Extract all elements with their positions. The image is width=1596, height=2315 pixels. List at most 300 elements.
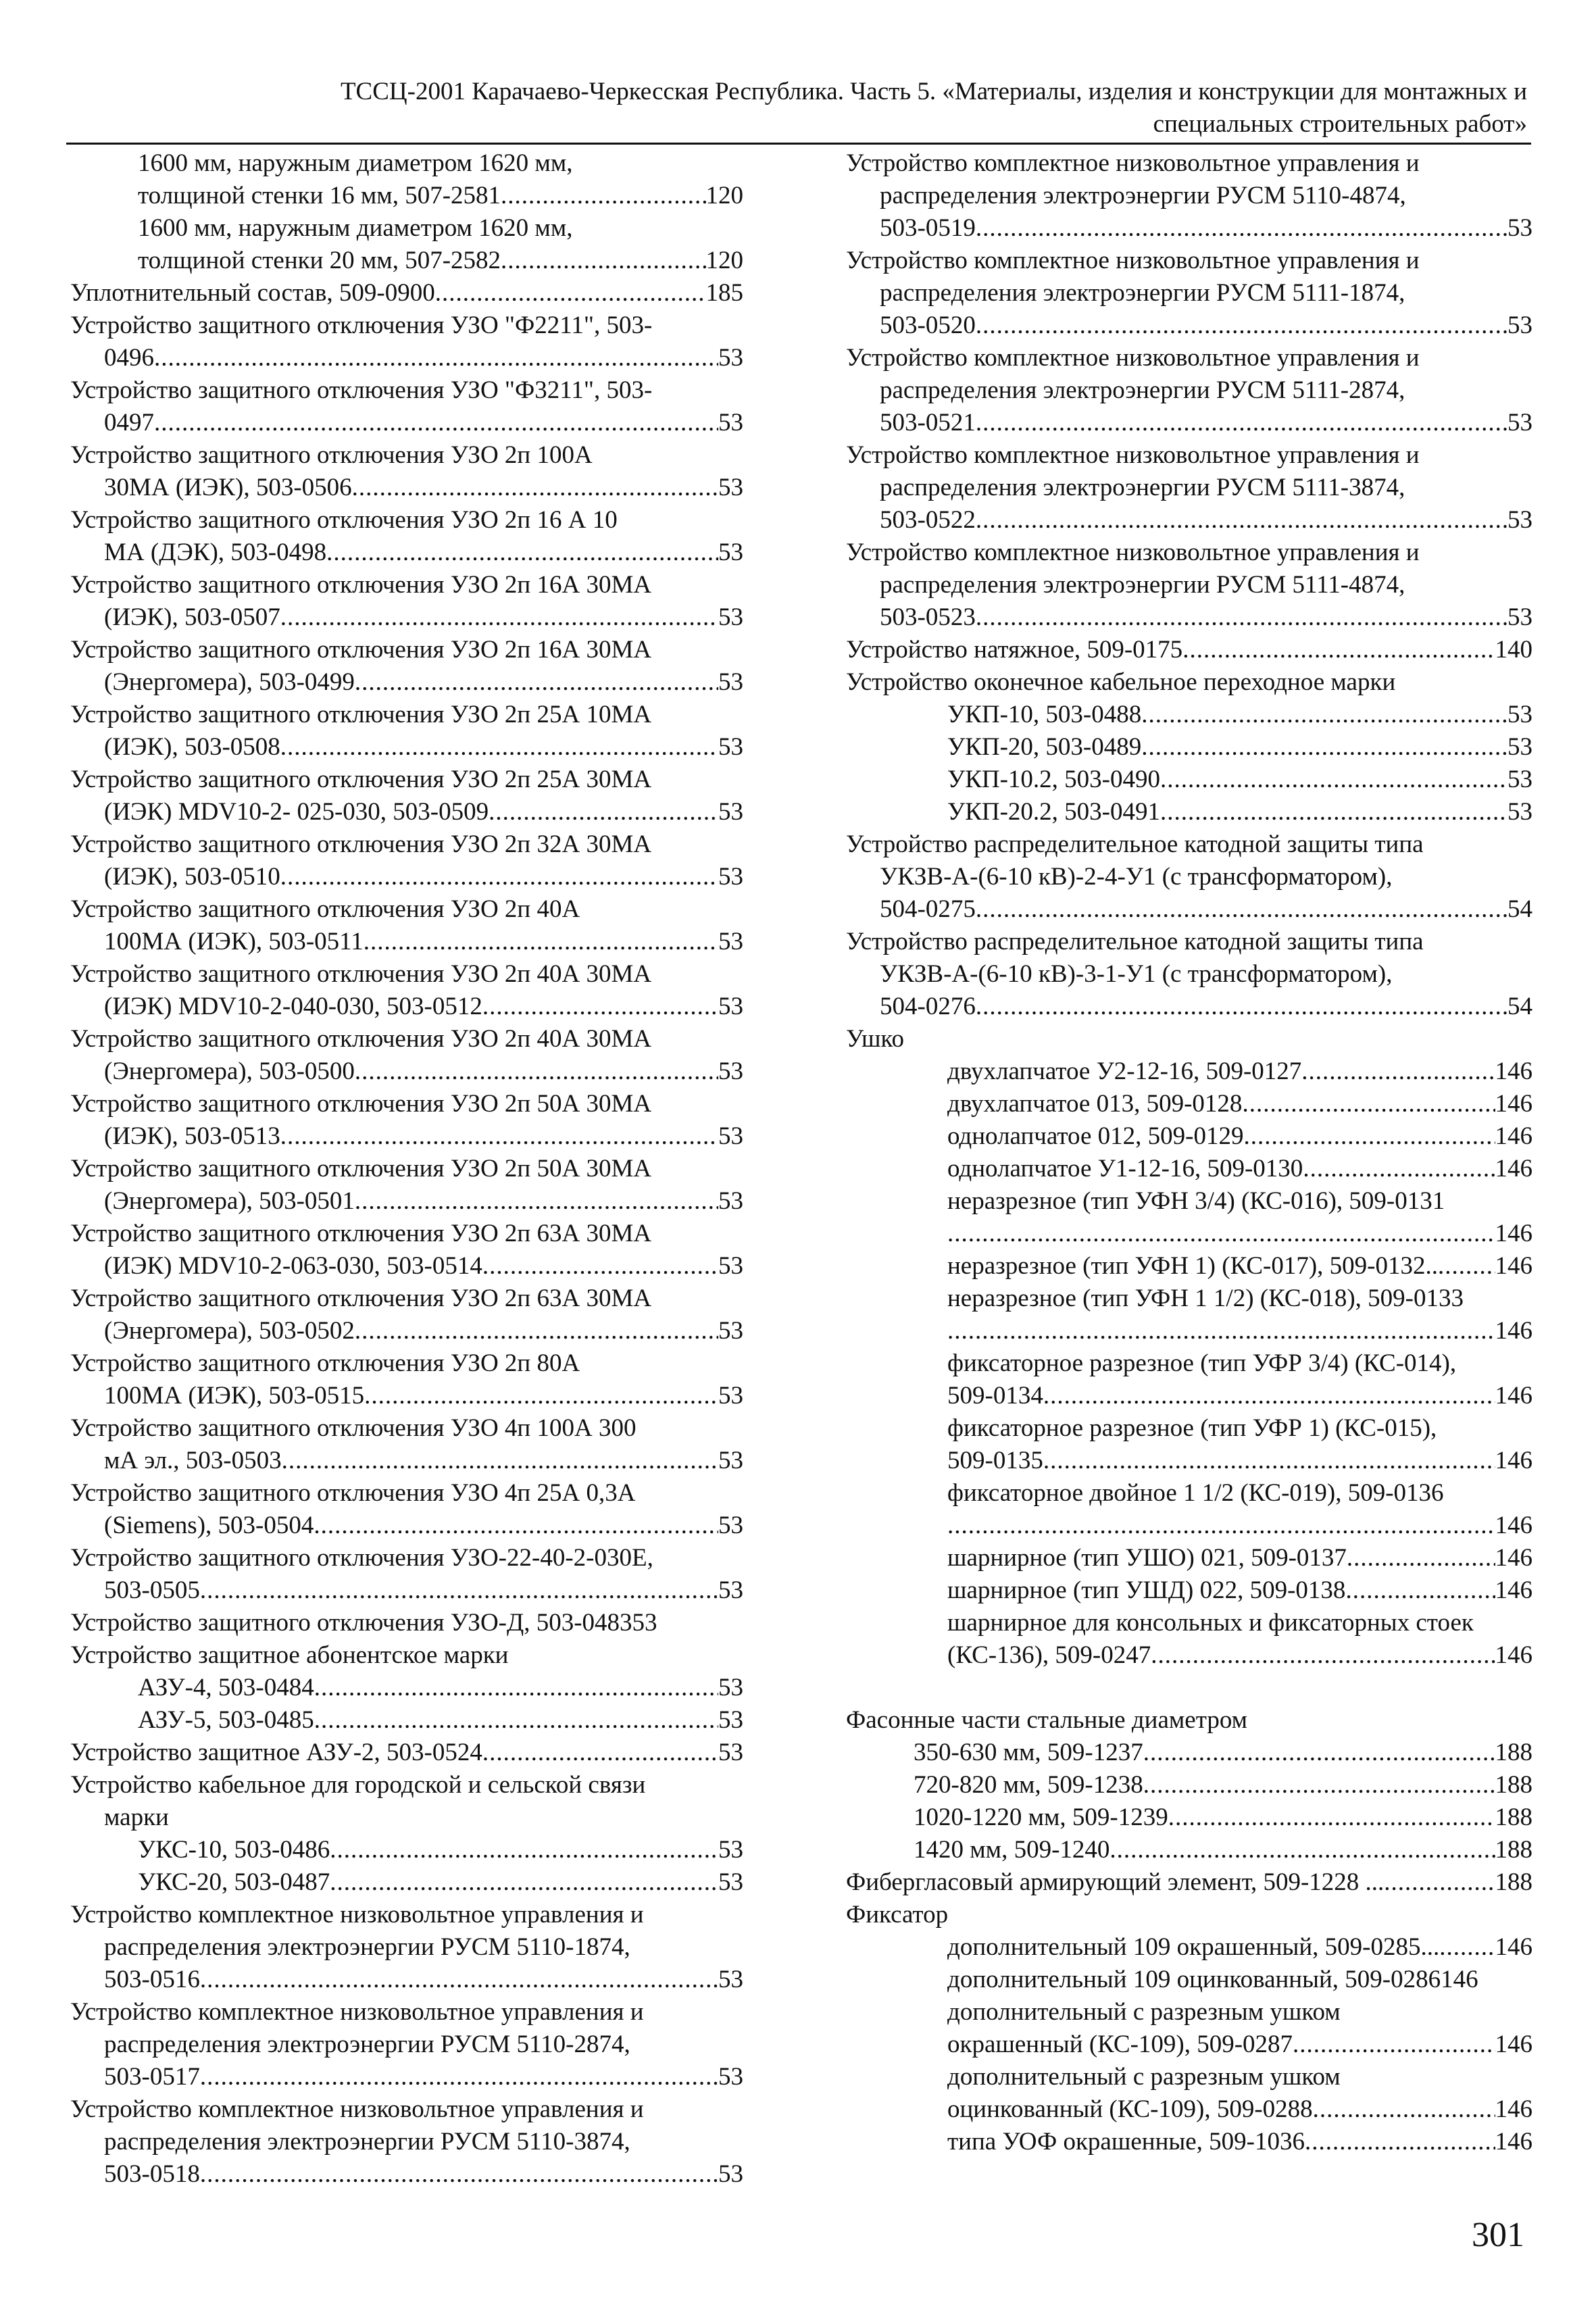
entry-text-line: Устройство защитного отключения УЗО 2п 50А 30МА: [70, 1090, 652, 1118]
leader-dots: [1141, 699, 1507, 731]
entry-text-line: фиксаторное разрезное (тип УФР 3/4) (КС-014),: [947, 1349, 1457, 1377]
leader-dots: [1109, 1834, 1495, 1866]
entry-last-line: [104, 2158, 743, 2191]
entry-page-ref: 120: [705, 182, 743, 209]
entry-text: (Энергомера), 503-0502: [104, 1317, 355, 1345]
index-entry: [846, 439, 1532, 537]
leader-dots: [947, 1218, 1495, 1250]
entry-last-line: [947, 731, 1532, 764]
entry-text-line: дополнительный с разрезным ушком: [947, 2063, 1341, 2091]
index-entry: [846, 342, 1532, 439]
entry-last-line: [880, 601, 1532, 634]
entry-text: шарнирное (тип УШО) 021, 509-0137: [947, 1544, 1347, 1572]
entry-page-ref: 53: [718, 1706, 743, 1734]
leader-dots: [1242, 1088, 1495, 1120]
entry-last-line: [104, 1964, 743, 1996]
leader-dots: [280, 1120, 718, 1153]
index-entry: [846, 699, 1532, 731]
entry-text-line: распределения электроэнергии РУСМ 5111-3874,: [880, 474, 1405, 501]
entry-page-ref: 146: [1495, 1544, 1532, 1572]
entry-text-line: Устройство защитного отключения УЗО 2п 16А 30МА: [70, 571, 652, 599]
entry-text-line: неразрезное (тип УФН 1 1/2) (КС-018), 509-0133: [947, 1285, 1464, 1312]
entry-page-ref: 188: [1495, 1868, 1532, 1896]
section-gap: [846, 1672, 1532, 1704]
index-entry: [70, 2093, 743, 2191]
index-entry: [70, 1153, 743, 1218]
index-entry: [70, 1088, 743, 1153]
entry-text: 100МА (ИЭК), 503-0511: [104, 928, 364, 955]
entry-text: (ИЭК), 503-0507: [104, 603, 280, 631]
leader-dots: [1182, 634, 1495, 666]
entry-text: УКП-10.2, 503-0490: [947, 766, 1160, 793]
entry-page-ref: 146: [1495, 1090, 1532, 1118]
leader-dots: [1043, 1445, 1495, 1477]
index-entry: [846, 731, 1532, 764]
entry-text: 720-820 мм, 509-1238: [914, 1771, 1143, 1799]
entry-text: (ИЭК), 503-0510: [104, 863, 280, 891]
leader-dots: [355, 1315, 718, 1347]
entry-page-ref: 53: [1507, 733, 1532, 761]
leader-dots: [976, 991, 1507, 1023]
entry-page-ref: 53: [718, 798, 743, 826]
leader-dots: [355, 666, 718, 699]
entry-text-line: дополнительный 109 оцинкованный, 509-0286146: [947, 1966, 1478, 1993]
entry-text: Устройство защитное АЗУ-2, 503-0524: [70, 1739, 482, 1766]
entry-last-line: [880, 991, 1532, 1023]
header-line-2: специальных строительных работ»: [1153, 110, 1527, 138]
leader-dots: [1347, 1542, 1495, 1574]
entry-text: 503-0521: [880, 409, 976, 437]
entry-text-line: Устройство защитного отключения УЗО 4п 100А 300: [70, 1414, 637, 1442]
entry-page-ref: 188: [1495, 1739, 1532, 1766]
leader-dots: [1345, 1574, 1495, 1607]
index-entry: [846, 1996, 1532, 2061]
leader-dots: [352, 472, 718, 504]
leader-dots: [330, 1866, 718, 1899]
entry-text: 503-0516: [104, 1966, 200, 1993]
entry-text-line: Устройство защитного отключения УЗО 2п 16А 30МА: [70, 636, 652, 664]
entry-text: окрашенный (КС-109), 509-0287: [947, 2031, 1293, 2058]
leader-dots: [482, 991, 718, 1023]
entry-page-ref: 146: [1495, 1641, 1532, 1669]
index-entry: [70, 764, 743, 828]
entry-last-line: [947, 1218, 1532, 1250]
entry-text-line: Устройство защитного отключения УЗО 2п 50А 30МА: [70, 1155, 652, 1183]
index-entry: [846, 1737, 1532, 1769]
index-entry: [70, 504, 743, 569]
entry-last-line: [70, 1737, 743, 1769]
entry-last-line: [880, 309, 1532, 342]
leader-dots: [501, 180, 705, 212]
entry-text-line: распределения электроэнергии РУСМ 5110-3874,: [104, 2128, 630, 2156]
entry-text-line: распределения электроэнергии РУСМ 5111-4874,: [880, 571, 1405, 599]
entry-last-line: [914, 1834, 1532, 1866]
entry-text: АЗУ-4, 503-0484: [138, 1674, 314, 1701]
leader-dots: [976, 212, 1507, 245]
index-entry: [70, 1412, 743, 1477]
index-column-left: [70, 147, 743, 2191]
entry-text-line: Устройство комплектное низковольтное управления и: [70, 1901, 644, 1928]
index-entry: [70, 374, 743, 439]
entry-last-line: [947, 1639, 1532, 1672]
entry-last-line: [138, 1704, 743, 1737]
index-entry: [846, 1153, 1532, 1185]
leader-dots: [1043, 1380, 1495, 1412]
entry-page-ref: 140: [1495, 636, 1532, 664]
index-entry: [70, 277, 743, 309]
leader-dots: [314, 1704, 718, 1737]
leader-dots: [280, 861, 718, 893]
index-entry: [70, 1899, 743, 1996]
index-entry: [846, 1769, 1532, 1801]
index-entry: [70, 1737, 743, 1769]
entry-last-line: [104, 731, 743, 764]
leader-dots: [314, 1672, 718, 1704]
entry-page-ref: 146: [1495, 1220, 1532, 1247]
entry-text: УКП-20, 503-0489: [947, 733, 1142, 761]
entry-last-line: [138, 1672, 743, 1704]
entry-page-ref: 146: [1495, 2031, 1532, 2058]
entry-page-ref: 53: [718, 1382, 743, 1410]
index-entry: [70, 1607, 743, 1639]
entry-text: 1420 мм, 509-1240: [914, 1836, 1110, 1864]
index-entry: [846, 1574, 1532, 1607]
index-entry: [846, 245, 1532, 342]
entry-last-line: [104, 1055, 743, 1088]
index-entry: [70, 634, 743, 699]
entry-text-line: Устройство защитного отключения УЗО-22-40-2-030Е,: [70, 1544, 653, 1572]
entry-page-ref: 53: [718, 733, 743, 761]
index-entry: [846, 2126, 1532, 2158]
entry-text: 503-0517: [104, 2063, 200, 2091]
entry-page-ref: 146: [1495, 2128, 1532, 2156]
entry-text-line: распределения электроэнергии РУСМ 5111-1874,: [880, 279, 1405, 307]
entry-text-line: распределения электроэнергии РУСМ 5110-4874,: [880, 182, 1406, 209]
index-entry: [70, 958, 743, 1023]
running-header: [135, 76, 1527, 141]
entry-page-ref: 54: [1507, 993, 1532, 1020]
entry-text-line: Устройство защитного отключения УЗО 2п 16 А 10: [70, 506, 618, 534]
leader-dots: [1160, 796, 1507, 828]
entry-text-line: Устройство комплектное низковольтное управления и: [846, 344, 1420, 372]
entry-last-line: [104, 1380, 743, 1412]
entry-text: 503-0505: [104, 1576, 200, 1604]
index-entry: [846, 1477, 1532, 1542]
entry-text-line: 1600 мм, наружным диаметром 1620 мм,: [138, 149, 573, 177]
entry-text: (ИЭК), 503-0508: [104, 733, 280, 761]
leader-dots: [200, 2158, 718, 2191]
index-entry: [846, 1964, 1532, 1996]
entry-last-line: [104, 2061, 743, 2093]
index-entry: [846, 1866, 1532, 1899]
entry-last-line: [104, 926, 743, 958]
entry-text-line: Устройство комплектное низковольтное управления и: [846, 539, 1420, 566]
entry-last-line: [104, 1445, 743, 1477]
index-entry: [846, 1931, 1532, 1964]
entry-text: УКС-10, 503-0486: [138, 1836, 330, 1864]
index-entry: [846, 1023, 1532, 1055]
entry-last-line: [104, 1185, 743, 1218]
entry-text-line: Ушко: [846, 1025, 905, 1053]
entry-page-ref: 146: [1495, 2095, 1532, 2123]
index-entry: [846, 1283, 1532, 1347]
entry-text-line: фиксаторное разрезное (тип УФР 1) (КС-015),: [947, 1414, 1437, 1442]
entry-text: (Энергомера), 503-0500: [104, 1057, 355, 1085]
entry-last-line: [104, 342, 743, 374]
entry-text-line: марки: [104, 1803, 169, 1831]
entry-page-ref: 53: [1507, 214, 1532, 242]
leader-dots: [1439, 1931, 1495, 1964]
index-entry: [846, 1055, 1532, 1088]
entry-text: 503-0518: [104, 2160, 200, 2188]
entry-text-line: Устройство распределительное катодной защиты типа: [846, 830, 1424, 858]
entry-last-line: [914, 1769, 1532, 1801]
leader-dots: [200, 1964, 718, 1996]
entry-last-line: [947, 2093, 1532, 2126]
entry-last-line: [104, 472, 743, 504]
entry-page-ref: 53: [718, 993, 743, 1020]
entry-last-line: [947, 764, 1532, 796]
entry-last-line: [104, 1510, 743, 1542]
page-number: 301: [1472, 2216, 1524, 2254]
entry-text: 1020-1220 мм, 509-1239: [914, 1803, 1168, 1831]
entry-last-line: [880, 212, 1532, 245]
leader-dots: [489, 796, 718, 828]
entry-text: мА эл., 503-0503: [104, 1447, 282, 1474]
entry-text: 503-0520: [880, 312, 976, 339]
entry-text: дополнительный 109 окрашенный, 509-0285...: [947, 1933, 1440, 1961]
leader-dots: [435, 277, 706, 309]
index-entry: [846, 1250, 1532, 1283]
leader-dots: [280, 601, 718, 634]
entry-last-line: [947, 1315, 1532, 1347]
index-entry: [846, 796, 1532, 828]
index-entry: [846, 1704, 1532, 1737]
header-line-1: ТССЦ-2001 Карачаево-Черкесская Республика. Часть 5. «Материалы, изделия и конструкции для монтажных и: [340, 78, 1527, 105]
leader-dots: [976, 309, 1507, 342]
entry-text-line: Устройство защитного отключения УЗО 2п 40А: [70, 895, 580, 923]
entry-text-line: Устройство защитного отключения УЗО "Ф3211", 503-: [70, 376, 653, 404]
leader-dots: [1305, 2126, 1495, 2158]
index-entry: [846, 1899, 1532, 1931]
entry-text: Фибергласовый армирующий элемент, 509-1228 ...: [846, 1868, 1385, 1896]
leader-dots: [482, 1250, 718, 1283]
entry-text: (Энергомера), 503-0499: [104, 668, 355, 696]
index-entry: [846, 828, 1532, 926]
leader-dots: [482, 1737, 718, 1769]
index-entry: [846, 666, 1532, 699]
entry-page-ref: 53: [1507, 798, 1532, 826]
entry-last-line: [104, 601, 743, 634]
entry-page-ref: 54: [1507, 895, 1532, 923]
entry-text: однолапчатое 012, 509-0129: [947, 1122, 1244, 1150]
entry-page-ref: 53: [1507, 312, 1532, 339]
index-entry: [70, 1704, 743, 1737]
index-entry: [70, 1639, 743, 1672]
index-entry: [846, 537, 1532, 634]
leader-dots: [1168, 1801, 1495, 1834]
leader-dots: [976, 504, 1507, 537]
entry-text: МА (ДЭК), 503-0498: [104, 539, 327, 566]
entry-page-ref: 53: [718, 1674, 743, 1701]
entry-text-line: Устройство защитного отключения УЗО-Д, 503-048353: [70, 1609, 657, 1637]
entry-text-line: Устройство комплектное низковольтное управления и: [70, 1998, 644, 2026]
entry-page-ref: 188: [1495, 1771, 1532, 1799]
leader-dots: [282, 1445, 718, 1477]
leader-dots: [976, 407, 1507, 439]
entry-page-ref: 120: [705, 247, 743, 274]
entry-page-ref: 53: [718, 1836, 743, 1864]
entry-text: 504-0275: [880, 895, 976, 923]
index-entry: [846, 634, 1532, 666]
leader-dots: [355, 1185, 718, 1218]
leader-dots: [314, 1510, 718, 1542]
leader-dots: [364, 926, 718, 958]
entry-text-line: Устройство защитного отключения УЗО 4п 25А 0,3А: [70, 1479, 636, 1507]
index-entry: [70, 569, 743, 634]
index-entry: [70, 1834, 743, 1866]
leader-dots: [154, 342, 718, 374]
entry-page-ref: 146: [1495, 1122, 1532, 1150]
index-entry: [846, 1347, 1532, 1412]
entry-last-line: [947, 796, 1532, 828]
entry-last-line: [104, 1315, 743, 1347]
leader-dots: [1160, 764, 1507, 796]
entry-text: неразрезное (тип УФН 1) (КС-017), 509-0132..: [947, 1252, 1438, 1280]
entry-last-line: [104, 666, 743, 699]
entry-text-line: фиксаторное двойное 1 1/2 (КС-019), 509-0136: [947, 1479, 1444, 1507]
index-entry: [846, 1542, 1532, 1574]
leader-dots: [501, 245, 705, 277]
entry-last-line: [104, 991, 743, 1023]
entry-last-line: [104, 1574, 743, 1607]
entry-page-ref: 53: [718, 539, 743, 566]
entry-text: (ИЭК) MDV10-2-040-030, 503-0512: [104, 993, 482, 1020]
entry-text: двухлапчатое У2-12-16, 509-0127: [947, 1057, 1302, 1085]
index-entry: [846, 764, 1532, 796]
entry-page-ref: 53: [718, 409, 743, 437]
entry-text-line: 1600 мм, наружным диаметром 1620 мм,: [138, 214, 573, 242]
leader-dots: [1243, 1120, 1495, 1153]
entry-text-line: Устройство комплектное низковольтное управления и: [846, 441, 1420, 469]
index-entry: [846, 1412, 1532, 1477]
index-entry: [70, 147, 743, 212]
entry-page-ref: 53: [718, 1739, 743, 1766]
entry-text-line: Устройство защитного отключения УЗО 2п 40А 30МА: [70, 960, 652, 988]
entry-page-ref: 146: [1495, 1382, 1532, 1410]
index-entry: [70, 1672, 743, 1704]
entry-page-ref: 53: [718, 1512, 743, 1539]
entry-page-ref: 53: [718, 1252, 743, 1280]
entry-text-line: Устройство комплектное низковольтное управления и: [846, 247, 1420, 274]
entry-text-line: шарнирное для консольных и фиксаторных стоек: [947, 1609, 1474, 1637]
entry-text: (КС-136), 509-0247: [947, 1641, 1151, 1669]
entry-text: Уплотнительный состав, 509-0900: [70, 279, 435, 307]
entry-last-line: [947, 1931, 1532, 1964]
entry-last-line: [880, 893, 1532, 926]
entry-text-line: Устройство комплектное низковольтное управления и: [846, 149, 1420, 177]
entry-last-line: [846, 1866, 1532, 1899]
entry-text: Устройство натяжное, 509-0175: [846, 636, 1183, 664]
entry-page-ref: 53: [1507, 409, 1532, 437]
entry-last-line: [880, 407, 1532, 439]
index-entry: [70, 439, 743, 504]
leader-dots: [976, 893, 1507, 926]
entry-text: 30МА (ИЭК), 503-0506: [104, 474, 352, 501]
entry-text: (ИЭК) MDV10-2- 025-030, 503-0509: [104, 798, 489, 826]
leader-dots: [1303, 1153, 1495, 1185]
entry-page-ref: 53: [718, 1057, 743, 1085]
entry-last-line: [947, 1055, 1532, 1088]
entry-last-line: [914, 1737, 1532, 1769]
entry-last-line: [947, 699, 1532, 731]
entry-text-line: Устройство кабельное для городской и сельской связи: [70, 1771, 646, 1799]
entry-last-line: [104, 1250, 743, 1283]
index-entry: [70, 1769, 743, 1834]
entry-text: 0497: [104, 409, 154, 437]
entry-text-line: Фиксатор: [846, 1901, 949, 1928]
entry-text: толщиной стенки 20 мм, 507-2582: [138, 247, 501, 274]
entry-text-line: УКЗВ-А-(6-10 кВ)-2-4-У1 (с трансформатором),: [880, 863, 1393, 891]
entry-text: УКС-20, 503-0487: [138, 1868, 330, 1896]
entry-last-line: [70, 277, 743, 309]
entry-page-ref: 53: [718, 603, 743, 631]
leader-dots: [1143, 1737, 1495, 1769]
entry-page-ref: 146: [1495, 1576, 1532, 1604]
entry-text: 504-0276: [880, 993, 976, 1020]
entry-last-line: [104, 861, 743, 893]
entry-last-line: [104, 1120, 743, 1153]
entry-text: 503-0522: [880, 506, 976, 534]
entry-text-line: распределения электроэнергии РУСМ 5110-2874,: [104, 2031, 630, 2058]
entry-text-line: Устройство защитного отключения УЗО 2п 63А 30МА: [70, 1220, 652, 1247]
entry-text: УКП-10, 503-0488: [947, 701, 1142, 728]
entry-last-line: [947, 1542, 1532, 1574]
entry-page-ref: 53: [1507, 701, 1532, 728]
entry-text: 350-630 мм, 509-1237: [914, 1739, 1143, 1766]
leader-dots: [1143, 1769, 1495, 1801]
index-entry: [70, 1996, 743, 2093]
entry-page-ref: 53: [718, 1868, 743, 1896]
entry-page-ref: 53: [718, 474, 743, 501]
leader-dots: [330, 1834, 718, 1866]
entry-last-line: [880, 504, 1532, 537]
entry-text-line: дополнительный с разрезным ушком: [947, 1998, 1341, 2026]
entry-page-ref: 53: [718, 1576, 743, 1604]
entry-page-ref: 53: [718, 2063, 743, 2091]
entry-page-ref: 188: [1495, 1803, 1532, 1831]
index-entry: [70, 212, 743, 277]
leader-dots: [1384, 1866, 1495, 1899]
entry-page-ref: 146: [1495, 1252, 1532, 1280]
entry-page-ref: 146: [1495, 1155, 1532, 1183]
entry-last-line: [138, 245, 743, 277]
index-entry: [846, 2061, 1532, 2126]
leader-dots: [1301, 1055, 1495, 1088]
entry-last-line: [104, 537, 743, 569]
leader-dots: [200, 2061, 718, 2093]
index-entry: [846, 1607, 1532, 1672]
leader-dots: [364, 1380, 718, 1412]
entry-last-line: [947, 1445, 1532, 1477]
header-rule: [66, 143, 1531, 145]
entry-page-ref: 53: [718, 863, 743, 891]
index-entry: [70, 1542, 743, 1607]
entry-text-line: Устройство комплектное низковольтное управления и: [70, 2095, 644, 2123]
index-column-right: [846, 147, 1532, 2158]
entry-page-ref: 188: [1495, 1836, 1532, 1864]
entry-text: 0496: [104, 344, 154, 372]
